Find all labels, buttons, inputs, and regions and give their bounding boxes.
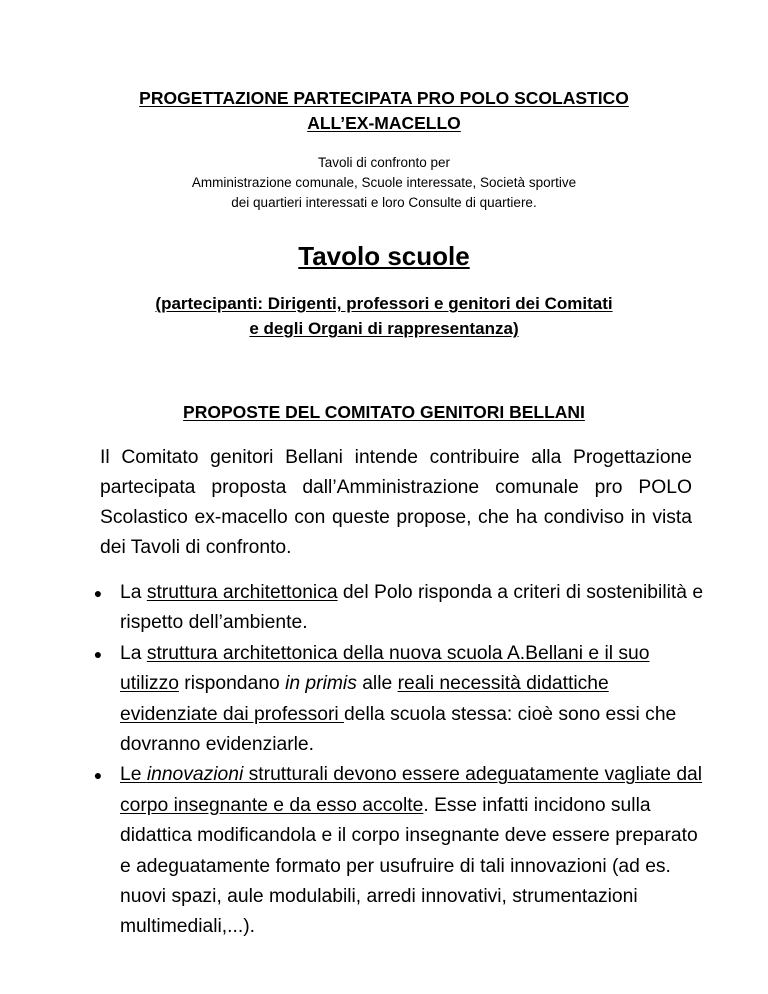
participants-line-2: e degli Organi di rappresentanza) (249, 319, 519, 338)
subtitle-line-2: Amministrazione comunale, Scuole interessate, Società sportive (191, 175, 577, 190)
document-subtitle (60, 153, 708, 213)
participants-line-1: (partecipanti: Dirigenti, professori e genitori dei Comitati (155, 294, 613, 313)
bullet-underlined-italic-text: innovazioni (146, 764, 244, 786)
table-title: Tavolo scuole (298, 241, 470, 271)
intro-text: Il Comitato genitori Bellani intende contribuire alla Progettazione partecipata proposta dall’Amministrazione comunale pro POLO Scolastico ex-macello con queste propose, che ha condiviso in vista dei Tavoli di confronto. (100, 447, 692, 558)
bullet-text: rispondano (178, 673, 286, 695)
bullet-underlined-text: Le (120, 764, 147, 786)
bullet-underlined-text: struttura architettonica (146, 582, 338, 603)
bullet-underlined-text: strutturali devono essere adeguatamente vagliate dal corpo insegnante e da esso accolte (120, 764, 703, 816)
title-line-2: ALL’EX-MACELLO (307, 113, 461, 133)
subtitle-line-3: dei quartieri interessati e loro Consulte di quartiere. (231, 195, 537, 210)
bullet-italic-text: in primis (285, 673, 357, 695)
subtitle-line-1: Tavoli di confronto per (317, 155, 451, 170)
intro-paragraph (100, 443, 692, 563)
title-line-1: PROGETTAZIONE PARTECIPATA PRO POLO SCOLASTICO (139, 88, 629, 108)
bullet-text: del Polo risponda a criteri di sostenibilità e rispetto dell’ambiente. (120, 582, 704, 634)
bullet-underlined-text: reali necessità didattiche evidenziate dai professori (120, 673, 609, 725)
document-title (60, 86, 708, 136)
bullet-icon: ● (93, 585, 103, 601)
list-item (88, 639, 708, 761)
bullet-text: La (120, 582, 147, 603)
bullet-text: alle (356, 673, 398, 695)
proposals-list (88, 578, 708, 943)
bullet-underlined-text: struttura architettonica della nuova scuola A.Bellani e il suo utilizzo (120, 642, 650, 695)
list-item (88, 578, 708, 639)
bullet-text: della scuola stessa: cioè sono essi che dovranno evidenziarle. (120, 703, 677, 756)
bullet-icon: ● (93, 767, 103, 784)
bullet-icon: ● (93, 645, 103, 662)
bullet-text: La (120, 642, 147, 664)
participants-note (60, 291, 708, 341)
list-item (88, 760, 708, 942)
proposals-heading: PROPOSTE DEL COMITATO GENITORI BELLANI (183, 402, 585, 422)
bullet-text: . Esse infatti incidono sulla didattica modificandola e il corpo insegnante deve essere preparato e adeguatamente formato per usufruire di tali innovazioni (ad es. nuovi spazi, aule modulabili, arredi innovativi, strumentazioni multimediali,...). (120, 794, 698, 938)
